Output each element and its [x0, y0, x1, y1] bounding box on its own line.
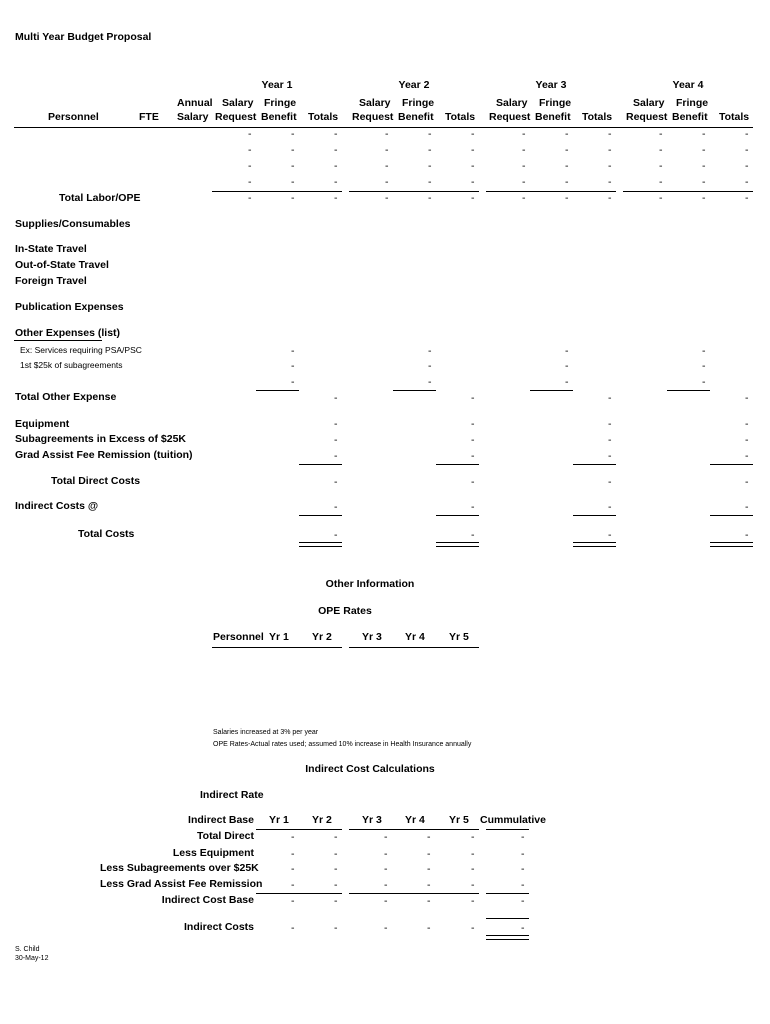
icc-base-line-1 — [256, 893, 342, 894]
personnel-row-4-y4-totals-value: - — [745, 176, 749, 188]
benefit-header-3: Benefit — [535, 111, 571, 123]
total-costs-y2-value: - — [471, 529, 475, 541]
personnel-row-1-y1-totals-value: - — [334, 128, 338, 140]
direct-line-y1 — [299, 464, 342, 465]
labor-subtotal-line-y3 — [486, 191, 616, 192]
icc-less-subagreements-col4-value: - — [427, 863, 431, 875]
total-other-label: Total Other Expense — [15, 391, 117, 403]
salary-request-header-2: Salary — [359, 97, 391, 109]
personnel-row-3-y4-totals-value: - — [745, 160, 749, 172]
total-labor-y2-salary-value: - — [385, 192, 389, 204]
total-costs-y4-value: - — [745, 529, 749, 541]
personnel-row-2-y2-totals-value: - — [471, 144, 475, 156]
foreign-travel-label: Foreign Travel — [15, 275, 87, 287]
personnel-row-2-y4-salary-value: - — [659, 144, 663, 156]
personnel-row-3-y3-totals-value: - — [608, 160, 612, 172]
fringe-header-2: Fringe — [402, 97, 435, 109]
personnel-row-4-y2-totals-value: - — [471, 176, 475, 188]
icc-total-direct-col3-value: - — [384, 831, 388, 843]
personnel-row-4-y3-totals-value: - — [608, 176, 612, 188]
grad-assist-y4-value: - — [745, 450, 749, 462]
icc-indirect-cost-base-col3-value: - — [384, 895, 388, 907]
total-direct-y3-value: - — [608, 476, 612, 488]
indirect-rate-label: Indirect Rate — [200, 789, 264, 801]
header-underline — [14, 127, 753, 128]
other-subtotal-line-y1 — [256, 390, 299, 391]
personnel-row-2-y3-totals-value: - — [608, 144, 612, 156]
icc-indirect-costs-label: Indirect Costs — [183, 921, 254, 933]
direct-line-y3 — [573, 464, 616, 465]
icc-header-line-1 — [256, 829, 342, 830]
total-labor-y1-salary-value: - — [248, 192, 252, 204]
personnel-row-3-y2-salary-value: - — [385, 160, 389, 172]
personnel-row-1-y2-salary-value: - — [385, 128, 389, 140]
grad-assist-y2-value: - — [471, 450, 475, 462]
note-salaries: Salaries increased at 3% per year — [213, 729, 319, 736]
indirect-line-y3 — [573, 515, 616, 516]
icc-less-grad-assist-col3-value: - — [384, 879, 388, 891]
icc-less-subagreements-label: Less Subagreements over $25K — [100, 862, 259, 874]
other-exp-row-1-y4-value: - — [702, 345, 706, 357]
equipment-label: Equipment — [15, 418, 70, 430]
request-header-3: Request — [489, 111, 531, 123]
subagreements-y3-value: - — [608, 434, 612, 446]
request-header-4: Request — [626, 111, 668, 123]
icc-header-line-3 — [486, 829, 529, 830]
total-other-y2-value: - — [471, 392, 475, 404]
icc-less-subagreements-col6-value: - — [521, 863, 525, 875]
total-other-y4-value: - — [745, 392, 749, 404]
grad-assist-y3-value: - — [608, 450, 612, 462]
other-expenses-label: Other Expenses (list) — [15, 327, 121, 339]
icc-total-direct-label: Total Direct — [197, 830, 254, 842]
indirect-y3-value: - — [608, 501, 612, 513]
personnel-row-4-y1-salary-value: - — [248, 176, 252, 188]
first-25k-label: 1st $25k of subagreements — [20, 360, 123, 370]
total-labor-label: Total Labor/OPE — [59, 192, 141, 204]
icc-less-subagreements-col2-value: - — [334, 863, 338, 875]
salary-request-header-1: Salary — [222, 97, 254, 109]
icc-less-equipment-col3-value: - — [384, 848, 388, 860]
indirect-label: Indirect Costs @ — [15, 500, 99, 512]
personnel-row-4-y3-fringe-value: - — [565, 176, 569, 188]
total-costs-double-line-y1 — [299, 542, 342, 547]
total-direct-y2-value: - — [471, 476, 475, 488]
total-costs-y3-value: - — [608, 529, 612, 541]
icc-yr1-header: Yr 1 — [269, 814, 289, 826]
icc-indirect-costs-col3-value: - — [384, 922, 388, 934]
icc-yr4-header: Yr 4 — [405, 814, 425, 826]
icc-indirect-cost-base-col4-value: - — [427, 895, 431, 907]
icc-indirect-costs-col5-value: - — [471, 922, 475, 934]
totals-header-4: Totals — [719, 111, 750, 123]
icc-indirect-cost-base-col6-value: - — [521, 895, 525, 907]
icc-less-grad-assist-label: Less Grad Assist Fee Remission — [100, 878, 263, 890]
total-costs-label: Total Costs — [78, 528, 135, 540]
icc-indirect-cost-base-col2-value: - — [334, 895, 338, 907]
personnel-row-2-y3-salary-value: - — [522, 144, 526, 156]
personnel-row-1-y2-fringe-value: - — [428, 128, 432, 140]
year-1-header: Year 1 — [261, 79, 293, 91]
total-direct-y4-value: - — [745, 476, 749, 488]
equipment-y3-value: - — [608, 418, 612, 430]
other-exp-row-1-y1-value: - — [291, 345, 295, 357]
icc-total-direct-col2-value: - — [334, 831, 338, 843]
publication-label: Publication Expenses — [15, 301, 124, 313]
icc-base-line-2 — [349, 893, 479, 894]
benefit-header-2: Benefit — [398, 111, 434, 123]
ope-yr2-header: Yr 2 — [312, 631, 332, 643]
personnel-row-1-y4-salary-value: - — [659, 128, 663, 140]
total-other-y3-value: - — [608, 392, 612, 404]
salary-request-header-3: Salary — [496, 97, 528, 109]
year-3-header: Year 3 — [535, 79, 567, 91]
supplies-label: Supplies/Consumables — [15, 218, 131, 230]
subagreements-y1-value: - — [334, 434, 338, 446]
personnel-row-2-y4-fringe-value: - — [702, 144, 706, 156]
other-exp-row-2-y1-value: - — [291, 360, 295, 372]
total-costs-double-line-y3 — [573, 542, 616, 547]
personnel-row-1-y3-totals-value: - — [608, 128, 612, 140]
personnel-row-3-y2-totals-value: - — [471, 160, 475, 172]
total-labor-y4-totals-value: - — [745, 192, 749, 204]
personnel-row-4-y4-salary-value: - — [659, 176, 663, 188]
icc-header-line-2 — [349, 829, 479, 830]
personnel-row-3-y3-fringe-value: - — [565, 160, 569, 172]
indirect-y4-value: - — [745, 501, 749, 513]
icc-less-equipment-col5-value: - — [471, 848, 475, 860]
personnel-row-4-y3-salary-value: - — [522, 176, 526, 188]
salary-request-header-4: Salary — [633, 97, 665, 109]
ope-yr4-header: Yr 4 — [405, 631, 425, 643]
personnel-header: Personnel — [48, 111, 99, 123]
totals-header-3: Totals — [582, 111, 613, 123]
icc-less-equipment-col1-value: - — [291, 848, 295, 860]
indirect-line-y1 — [299, 515, 342, 516]
other-exp-row-2-y2-value: - — [428, 360, 432, 372]
icc-less-subagreements-col1-value: - — [291, 863, 295, 875]
icc-less-grad-assist-col2-value: - — [334, 879, 338, 891]
ope-rates-title: OPE Rates — [318, 605, 372, 617]
icc-total-direct-col6-value: - — [521, 831, 525, 843]
equipment-y4-value: - — [745, 418, 749, 430]
total-labor-y2-totals-value: - — [471, 192, 475, 204]
instate-travel-label: In-State Travel — [15, 243, 87, 255]
labor-subtotal-line-y1 — [212, 191, 342, 192]
ope-yr3-header: Yr 3 — [362, 631, 382, 643]
icc-cumulative-line — [486, 918, 529, 919]
totals-header-1: Totals — [308, 111, 339, 123]
other-subtotal-line-y3 — [530, 390, 573, 391]
other-subtotal-line-y2 — [393, 390, 436, 391]
total-labor-y4-fringe-value: - — [702, 192, 706, 204]
personnel-row-1-y3-fringe-value: - — [565, 128, 569, 140]
icc-less-grad-assist-col1-value: - — [291, 879, 295, 891]
icc-indirect-costs-col6-value: - — [521, 922, 525, 934]
personnel-row-2-y2-salary-value: - — [385, 144, 389, 156]
outstate-travel-label: Out-of-State Travel — [15, 259, 109, 271]
icc-cumulative-header: Cummulative — [480, 814, 546, 826]
total-labor-y3-salary-value: - — [522, 192, 526, 204]
ope-underline-2 — [349, 647, 479, 648]
personnel-row-3-y2-fringe-value: - — [428, 160, 432, 172]
page-title: Multi Year Budget Proposal — [15, 31, 152, 43]
total-costs-double-line-y4 — [710, 542, 753, 547]
personnel-row-1-y1-fringe-value: - — [291, 128, 295, 140]
icc-less-equipment-col2-value: - — [334, 848, 338, 860]
personnel-row-1-y4-totals-value: - — [745, 128, 749, 140]
fringe-header-3: Fringe — [539, 97, 572, 109]
total-labor-y1-fringe-value: - — [291, 192, 295, 204]
indirect-y2-value: - — [471, 501, 475, 513]
personnel-row-2-y1-fringe-value: - — [291, 144, 295, 156]
subagreements-y2-value: - — [471, 434, 475, 446]
footer-author: S. Child — [15, 946, 40, 953]
other-exp-row-3-y4-value: - — [702, 376, 706, 388]
icc-total-direct-col1-value: - — [291, 831, 295, 843]
personnel-row-4-y4-fringe-value: - — [702, 176, 706, 188]
total-labor-y3-totals-value: - — [608, 192, 612, 204]
totals-header-2: Totals — [445, 111, 476, 123]
ope-personnel-header: Personnel — [213, 631, 264, 643]
benefit-header-1: Benefit — [261, 111, 297, 123]
icc-total-direct-col4-value: - — [427, 831, 431, 843]
personnel-row-4-y2-salary-value: - — [385, 176, 389, 188]
request-header-2: Request — [352, 111, 394, 123]
personnel-row-4-y1-totals-value: - — [334, 176, 338, 188]
icc-yr2-header: Yr 2 — [312, 814, 332, 826]
icc-indirect-costs-double-line — [486, 935, 529, 940]
other-exp-row-3-y2-value: - — [428, 376, 432, 388]
request-header-1: Request — [215, 111, 257, 123]
indirect-calc-title: Indirect Cost Calculations — [305, 763, 435, 775]
icc-less-subagreements-col3-value: - — [384, 863, 388, 875]
other-expenses-underline — [14, 340, 102, 341]
equipment-y2-value: - — [471, 418, 475, 430]
personnel-row-3-y4-fringe-value: - — [702, 160, 706, 172]
personnel-row-3-y1-totals-value: - — [334, 160, 338, 172]
annual-header-2: Salary — [177, 111, 209, 123]
icc-yr3-header: Yr 3 — [362, 814, 382, 826]
ope-underline-1 — [212, 647, 342, 648]
total-labor-y2-fringe-value: - — [428, 192, 432, 204]
other-exp-row-2-y3-value: - — [565, 360, 569, 372]
icc-less-subagreements-col5-value: - — [471, 863, 475, 875]
other-exp-row-1-y3-value: - — [565, 345, 569, 357]
subagreements-label: Subagreements in Excess of $25K — [15, 433, 186, 445]
other-info-title: Other Information — [325, 578, 415, 590]
icc-less-grad-assist-col5-value: - — [471, 879, 475, 891]
fringe-header-1: Fringe — [264, 97, 297, 109]
fte-header: FTE — [139, 111, 159, 123]
icc-yr5-header: Yr 5 — [449, 814, 469, 826]
personnel-row-1-y1-salary-value: - — [248, 128, 252, 140]
icc-indirect-costs-col2-value: - — [334, 922, 338, 934]
personnel-row-1-y4-fringe-value: - — [702, 128, 706, 140]
personnel-row-2-y3-fringe-value: - — [565, 144, 569, 156]
labor-subtotal-line-y2 — [349, 191, 479, 192]
total-costs-double-line-y2 — [436, 542, 479, 547]
icc-less-equipment-label: Less Equipment — [172, 847, 254, 859]
footer-date: 30-May-12 — [15, 955, 49, 962]
indirect-line-y2 — [436, 515, 479, 516]
icc-indirect-costs-col1-value: - — [291, 922, 295, 934]
total-labor-y3-fringe-value: - — [565, 192, 569, 204]
personnel-row-4-y2-fringe-value: - — [428, 176, 432, 188]
indirect-line-y4 — [710, 515, 753, 516]
other-exp-row-3-y3-value: - — [565, 376, 569, 388]
personnel-row-2-y1-salary-value: - — [248, 144, 252, 156]
total-direct-y1-value: - — [334, 476, 338, 488]
icc-less-grad-assist-col4-value: - — [427, 879, 431, 891]
benefit-header-4: Benefit — [672, 111, 708, 123]
ope-yr1-header: Yr 1 — [269, 631, 289, 643]
personnel-row-1-y2-totals-value: - — [471, 128, 475, 140]
personnel-row-3-y3-salary-value: - — [522, 160, 526, 172]
icc-indirect-cost-base-label: Indirect Cost Base — [161, 894, 254, 906]
equipment-y1-value: - — [334, 418, 338, 430]
icc-indirect-cost-base-col1-value: - — [291, 895, 295, 907]
icc-base-line-3 — [486, 893, 529, 894]
indirect-base-label: Indirect Base — [188, 814, 254, 826]
fringe-header-4: Fringe — [676, 97, 709, 109]
year-2-header: Year 2 — [398, 79, 430, 91]
subagreements-y4-value: - — [745, 434, 749, 446]
total-costs-y1-value: - — [334, 529, 338, 541]
total-labor-y4-salary-value: - — [659, 192, 663, 204]
grad-assist-y1-value: - — [334, 450, 338, 462]
personnel-row-2-y4-totals-value: - — [745, 144, 749, 156]
total-direct-label: Total Direct Costs — [51, 475, 141, 487]
personnel-row-4-y1-fringe-value: - — [291, 176, 295, 188]
icc-less-equipment-col4-value: - — [427, 848, 431, 860]
annual-header-1: Annual — [177, 97, 213, 109]
grad-assist-label: Grad Assist Fee Remission (tuition) — [15, 449, 193, 461]
icc-indirect-costs-col4-value: - — [427, 922, 431, 934]
other-exp-row-2-y4-value: - — [702, 360, 706, 372]
ope-yr5-header: Yr 5 — [449, 631, 469, 643]
year-4-header: Year 4 — [672, 79, 704, 91]
ex-services-label: Ex: Services requiring PSA/PSC — [20, 345, 142, 355]
labor-subtotal-line-y4 — [623, 191, 753, 192]
personnel-row-3-y1-fringe-value: - — [291, 160, 295, 172]
note-ope-rates: OPE Rates-Actual rates used; assumed 10% increase in Health Insurance annually — [213, 741, 472, 748]
personnel-row-3-y4-salary-value: - — [659, 160, 663, 172]
icc-less-equipment-col6-value: - — [521, 848, 525, 860]
direct-line-y4 — [710, 464, 753, 465]
personnel-row-2-y2-fringe-value: - — [428, 144, 432, 156]
other-subtotal-line-y4 — [667, 390, 710, 391]
total-labor-y1-totals-value: - — [334, 192, 338, 204]
personnel-row-1-y3-salary-value: - — [522, 128, 526, 140]
indirect-y1-value: - — [334, 501, 338, 513]
personnel-row-3-y1-salary-value: - — [248, 160, 252, 172]
icc-less-grad-assist-col6-value: - — [521, 879, 525, 891]
icc-total-direct-col5-value: - — [471, 831, 475, 843]
other-exp-row-1-y2-value: - — [428, 345, 432, 357]
icc-indirect-cost-base-col5-value: - — [471, 895, 475, 907]
direct-line-y2 — [436, 464, 479, 465]
total-other-y1-value: - — [334, 392, 338, 404]
personnel-row-2-y1-totals-value: - — [334, 144, 338, 156]
other-exp-row-3-y1-value: - — [291, 376, 295, 388]
